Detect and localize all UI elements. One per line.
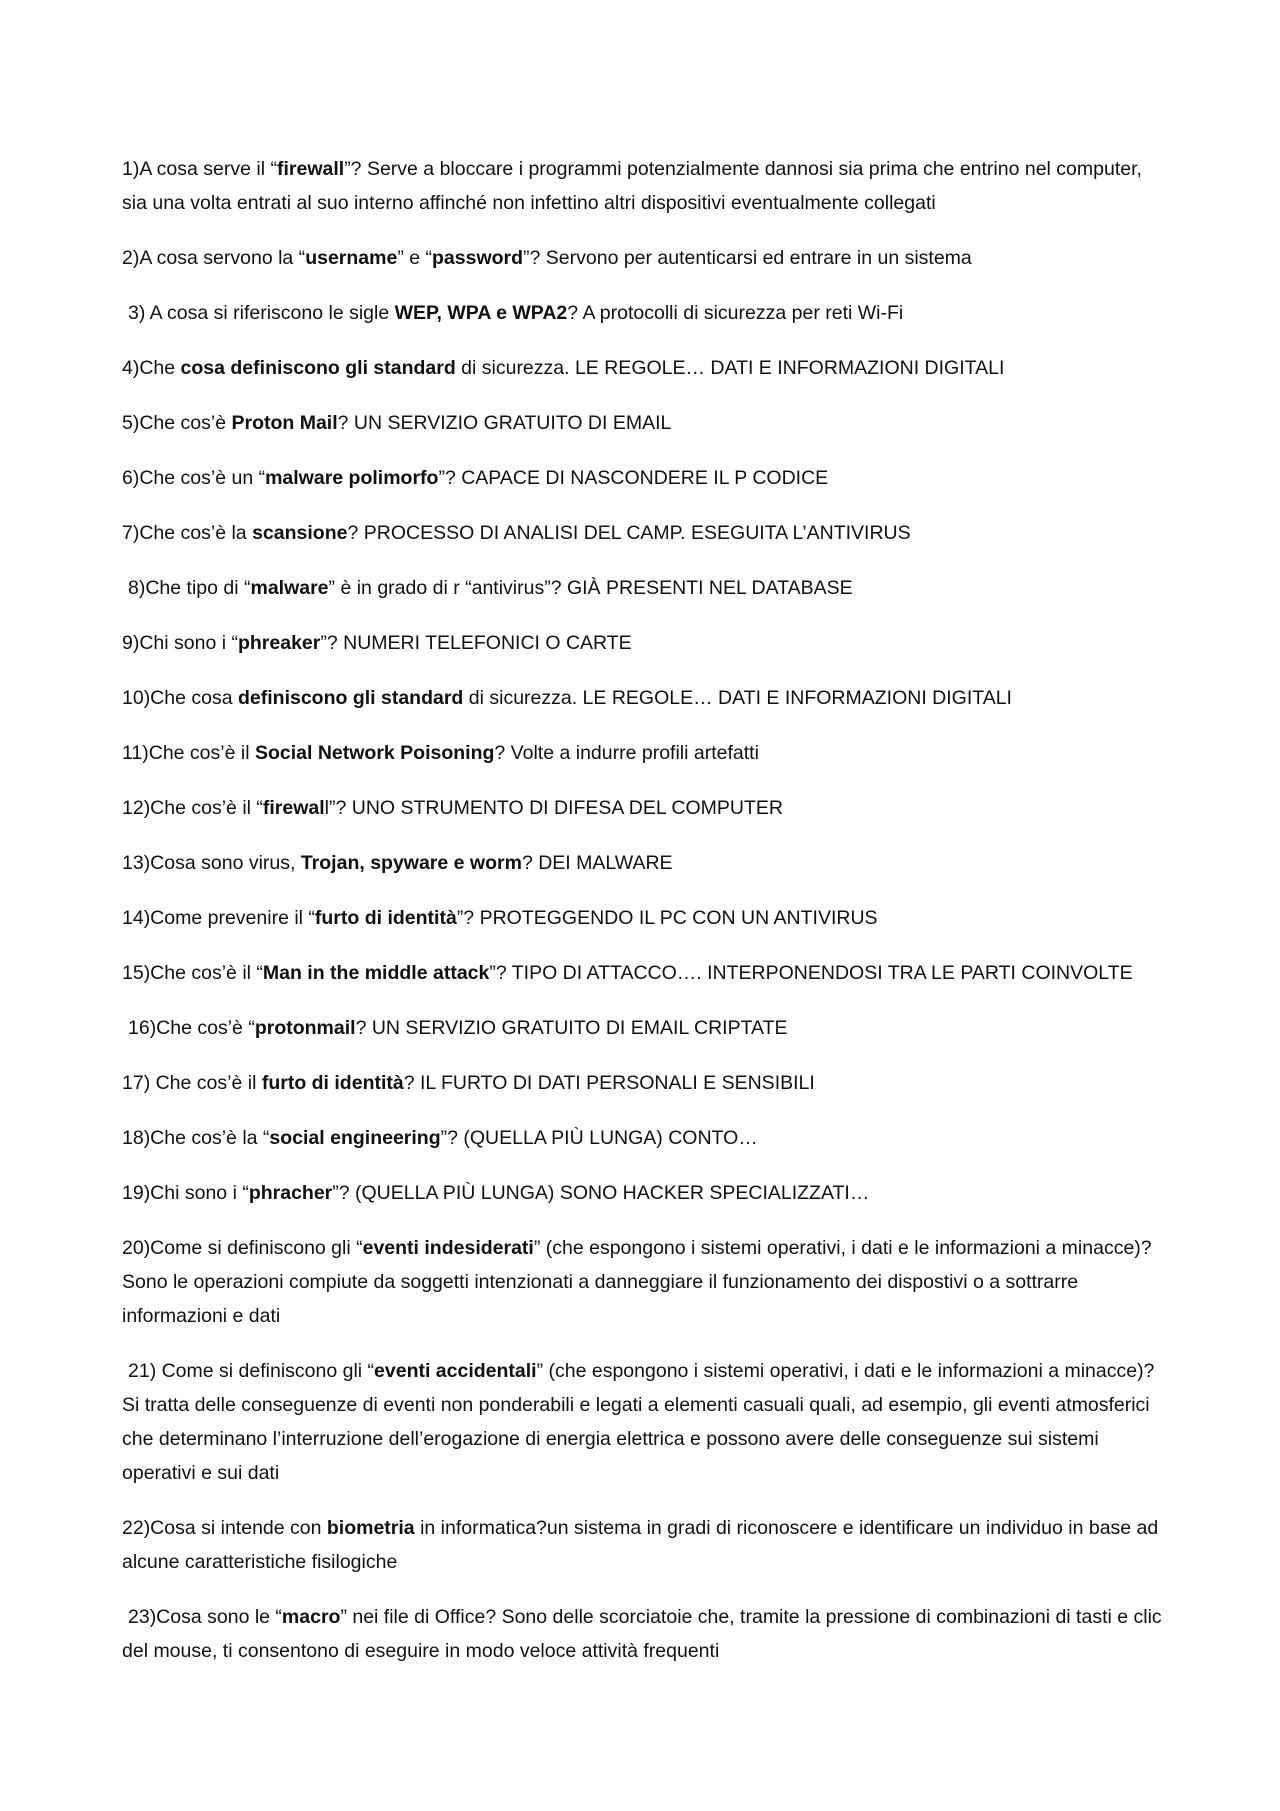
question-keyword: biometria (326, 1517, 415, 1539)
question-4 (122, 351, 1172, 385)
question-text: 7)Che cos’è la (122, 522, 253, 544)
question-text: 19)Chi sono i “ (122, 1182, 249, 1204)
question-keyword: firewall (276, 158, 345, 180)
question-keyword: phracher (248, 1182, 333, 1204)
question-keyword: phreaker (237, 632, 321, 654)
question-12 (122, 791, 1172, 825)
question-text: ? Volte a indurre profili artefatti (494, 742, 759, 764)
question-text: ? PROCESSO DI ANALISI DEL CAMP. ESEGUITA L’ANTIVIRUS (347, 522, 911, 544)
question-text: 8)Che tipo di “ (128, 577, 251, 599)
question-text: ”? TIPO DI ATTACCO…. INTERPONENDOSI TRA LE PARTI COINVOLTE (489, 962, 1133, 984)
question-8 (122, 571, 1172, 605)
question-text: 23)Cosa sono le “ (128, 1606, 282, 1628)
question-text: 17) Che cos’è il (122, 1072, 262, 1094)
question-15 (122, 956, 1172, 990)
question-keyword: password (432, 247, 524, 269)
question-keyword: cosa definiscono gli standard (180, 357, 456, 379)
question-keyword: username (305, 247, 398, 269)
question-21 (122, 1354, 1172, 1490)
question-text: ”? Serve a bloccare i programmi potenzialmente dannosi sia prima che entrino nel computer, sia una volta entrati al suo interno affinché non infettino altri dispositivi eventualmente collegati (122, 158, 1142, 214)
question-keyword: eventi indesiderati (362, 1237, 534, 1259)
question-20 (122, 1231, 1172, 1333)
question-text: 4)Che (122, 357, 181, 379)
question-text: ? DEI MALWARE (521, 852, 673, 874)
question-text: 12)Che cos’è il “ (122, 797, 263, 819)
question-keyword: furto di identità (314, 907, 457, 929)
question-text: 13)Cosa sono virus, (122, 852, 301, 874)
question-13 (122, 846, 1172, 880)
question-2 (122, 241, 1172, 275)
question-19 (122, 1176, 1172, 1210)
question-22 (122, 1511, 1172, 1579)
question-text: ”? Servono per autenticarsi ed entrare in un sistema (523, 247, 972, 269)
question-6 (122, 461, 1172, 495)
question-keyword: furto di identità (261, 1072, 404, 1094)
question-text: 5)Che cos’è (122, 412, 232, 434)
question-text: ”? PROTEGGENDO IL PC CON UN ANTIVIRUS (456, 907, 878, 929)
question-text: ? UN SERVIZIO GRATUITO DI EMAIL CRIPTATE (355, 1017, 788, 1039)
question-16 (122, 1011, 1172, 1045)
question-keyword: malware (250, 577, 329, 599)
question-keyword: firewal (262, 797, 325, 819)
question-text: 9)Chi sono i “ (122, 632, 238, 654)
question-text: ”? (QUELLA PIÙ LUNGA) CONTO… (440, 1127, 758, 1149)
question-text: ”? NUMERI TELEFONICI O CARTE (320, 632, 632, 654)
question-text: 1)A cosa serve il “ (122, 158, 277, 180)
question-text: 20)Come si definiscono gli “ (122, 1237, 363, 1259)
question-text: 3) A cosa si riferiscono le sigle (128, 302, 395, 324)
question-keyword: Man in the middle attack (262, 962, 490, 984)
question-keyword: malware polimorfo (265, 467, 439, 489)
question-11 (122, 736, 1172, 770)
question-text: 16)Che cos’è “ (128, 1017, 255, 1039)
question-keyword: WEP, WPA e WPA2 (394, 302, 568, 324)
question-text: 11)Che cos’è il (122, 742, 255, 764)
question-text: ” (che espongono i sistemi operativi, i dati e le informazioni a minacce)? Sono le operazioni compiute da soggetti intenzionati a danneggiare il funzionamento dei dispostivi o a sottrarre informazioni e dati (122, 1237, 1152, 1327)
question-3 (122, 296, 1172, 330)
question-text: di sicurezza. LE REGOLE… DATI E INFORMAZIONI DIGITALI (463, 687, 1012, 709)
question-18 (122, 1121, 1172, 1155)
question-text: 18)Che cos’è la “ (122, 1127, 270, 1149)
question-text: ” (che espongono i sistemi operativi, i dati e le informazioni a minacce)? Si tratta delle conseguenze di eventi non ponderabili e legati a elementi casuali quali, ad esempio, gli eventi atmosferici che determinano l’interruzione dell’erogazione di energia elettrica e possono avere delle conseguenze sui sistemi operativi e sui dati (122, 1360, 1155, 1484)
question-text: in informatica?un sistema in gradi di riconoscere e identificare un individuo in base ad alcune caratteristiche fisilogiche (122, 1517, 1159, 1573)
question-keyword: definiscono gli standard (237, 687, 464, 709)
question-10 (122, 681, 1172, 715)
question-text: ” e “ (397, 247, 432, 269)
question-text: 22)Cosa si intende con (122, 1517, 327, 1539)
question-keyword: Proton Mail (231, 412, 338, 434)
question-text: ? UN SERVIZIO GRATUITO DI EMAIL (337, 412, 672, 434)
question-keyword: macro (281, 1606, 341, 1628)
question-list (122, 152, 1172, 1689)
question-text: 14)Come prevenire il “ (122, 907, 315, 929)
question-14 (122, 901, 1172, 935)
question-17 (122, 1066, 1172, 1100)
question-keyword: eventi accidentali (374, 1360, 537, 1382)
question-keyword: scansione (252, 522, 348, 544)
question-keyword: protonmail (254, 1017, 356, 1039)
question-text: ”? (QUELLA PIÙ LUNGA) SONO HACKER SPECIALIZZATI… (332, 1182, 870, 1204)
question-9 (122, 626, 1172, 660)
question-5 (122, 406, 1172, 440)
question-text: ? IL FURTO DI DATI PERSONALI E SENSIBILI (403, 1072, 815, 1094)
question-text: 15)Che cos’è il “ (122, 962, 263, 984)
question-text: 6)Che cos’è un “ (122, 467, 266, 489)
question-text: di sicurezza. LE REGOLE… DATI E INFORMAZIONI DIGITALI (455, 357, 1005, 379)
question-text: ” nei file di Office? Sono delle scorciatoie che, tramite la pressione di combinazioni di tasti e clic del mouse, ti consentono di eseguire in modo veloce attività frequenti (122, 1606, 1162, 1662)
question-1 (122, 152, 1172, 220)
question-7 (122, 516, 1172, 550)
question-23 (122, 1600, 1172, 1668)
question-text: 2)A cosa servono la “ (122, 247, 306, 269)
question-text: ” è in grado di r “antivirus”? GIÀ PRESENTI NEL DATABASE (328, 577, 853, 599)
question-text: l”? UNO STRUMENTO DI DIFESA DEL COMPUTER (324, 797, 783, 819)
question-text: ”? CAPACE DI NASCONDERE IL P CODICE (438, 467, 829, 489)
question-text: ? A protocolli di sicurezza per reti Wi-Fi (567, 302, 904, 324)
question-keyword: Social Network Poisoning (254, 742, 495, 764)
question-text: 10)Che cosa (122, 687, 238, 709)
question-keyword: Trojan, spyware e worm (300, 852, 522, 874)
question-keyword: social engineering (269, 1127, 441, 1149)
question-text: 21) Come si definiscono gli “ (128, 1360, 375, 1382)
